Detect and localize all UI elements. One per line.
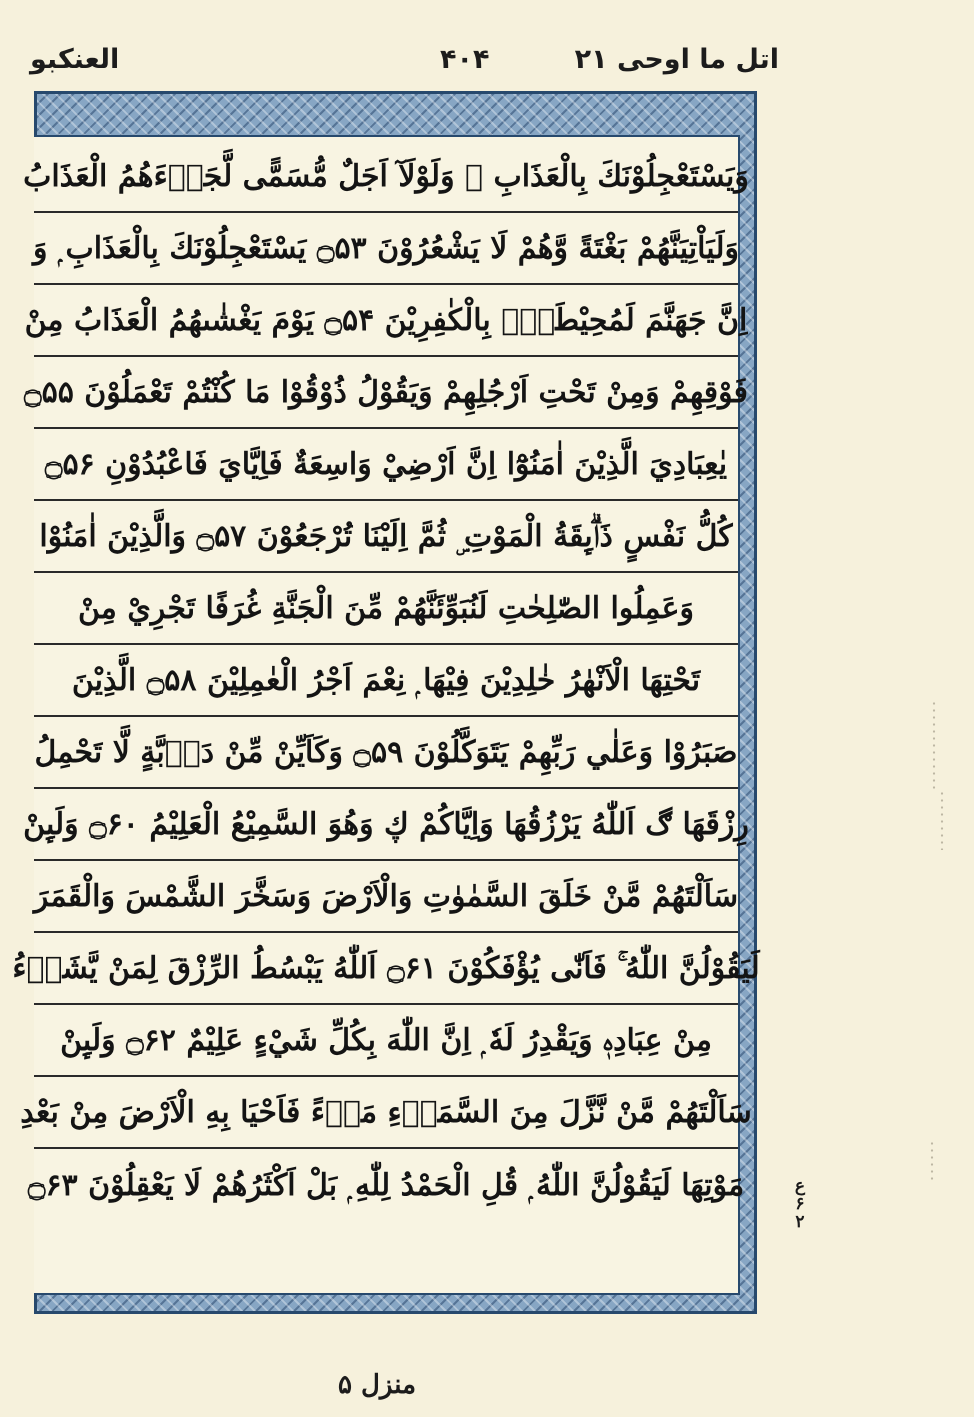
text-line: مَوْتِهَا لَيَقُوْلُنَّ اللّٰهُ ۭ قُلِ الْحَمْدُ لِلّٰهِ ۭ بَلْ اَكْثَرُهُمْ لَا يَعْقِلُوْنَ ۝۶۳	[27, 1167, 745, 1203]
text-line: سَاَلْتَهُمْ مَّنْ خَلَقَ السَّمٰوٰتِ وَالْاَرْضَ وَسَخَّرَ الشَّمْسَ وَالْقَمَرَ	[34, 861, 738, 933]
ruku-marker	[782, 1178, 818, 1232]
text-line: وَيَسْتَعْجِلُوْنَكَ بِالْعَذَابِ ۭ وَلَوْلَآ اَجَلٌ مُّسَمًّى لَّجَاۗءَهُمُ الْعَذَابُ	[34, 141, 738, 213]
text-area	[12, 135, 760, 1295]
text-line: وَلَيَاْتِيَنَّهُمْ بَغْتَةً وَّهُمْ لَا يَشْعُرُوْنَ ۝۵۳ يَسْتَعْجِلُوْنَكَ بِالْعَذَابِ ۭ وَ	[34, 213, 738, 285]
text-line: رِزْقَهَا ڰ اَللّٰهُ يَرْزُقُهَا وَاِيَّاكُمْ ڮ وَهُوَ السَّمِيْعُ الْعَلِيْمُ ۝۶۰ وَلَىِٕنْ	[34, 789, 738, 861]
header-right: اتل ما اوحی ۲۱	[574, 44, 779, 75]
text-line: اِنَّ جَهَنَّمَ لَمُحِيْطَةٌۢ بِالْكٰفِرِيْنَ ۝۵۴ يَوْمَ يَغْشٰىهُمُ الْعَذَابُ مِنْ	[34, 285, 738, 357]
text-line: مِنْ عِبَادِهٖ وَيَقْدِرُ لَهٗ ۭ اِنَّ اللّٰهَ بِكُلِّ شَيْءٍ عَلِيْمٌ ۝۶۲ وَلَىِٕنْ	[34, 1005, 738, 1077]
ruku-marker-number: ۶	[795, 1193, 805, 1214]
text-line: يٰعِبَادِيَ الَّذِيْنَ اٰمَنُوْٓا اِنَّ اَرْضِيْ وَاسِعَةٌ فَاِيَّايَ فَاعْبُدُوْنِ ۝۵۶	[34, 429, 738, 501]
bleed-dots	[932, 700, 936, 790]
text-line: سَاَلْتَهُمْ مَّنْ نَّزَّلَ مِنَ السَّمَاۗءِ مَاۗءً فَاَحْيَا بِهِ الْاَرْضَ مِنْ بَعْدِ	[34, 1077, 738, 1149]
page-number: ۴۰۴	[440, 44, 490, 75]
text-line: لَيَقُوْلُنَّ اللّٰهُ ۚ فَاَنّٰى يُؤْفَكُوْنَ ۝۶۱ اَللّٰهُ يَبْسُطُ الرِّزْقَ لِمَنْ يَّشَاۗءُ	[34, 933, 738, 1005]
text-line: صَبَرُوْا وَعَلٰي رَبِّهِمْ يَتَوَكَّلُوْنَ ۝۵۹ وَكَاَيِّنْ مِّنْ دَاۗبَّةٍ لَّا تَحْمِلُ	[34, 717, 738, 789]
header-left: العنکبو	[30, 44, 120, 75]
ruku-marker-letter: ع	[794, 1176, 806, 1196]
text-line: تَحْتِهَا الْاَنْهٰرُ خٰلِدِيْنَ فِيْهَا ۭ نِعْمَ اَجْرُ الْعٰمِلِيْنَ ۝۵۸ الَّذِيْنَ	[34, 645, 738, 717]
text-line: فَوْقِهِمْ وَمِنْ تَحْتِ اَرْجُلِهِمْ وَيَقُوْلُ ذُوْقُوْا مَا كُنْتُمْ تَعْمَلُوْنَ ۝۵۵	[34, 357, 738, 429]
bleed-dots	[930, 1140, 934, 1180]
bleed-dots	[940, 790, 944, 850]
text-line: كُلُّ نَفْسٍ ذَاۗىِٕقَةُ الْمَوْتِ ۣ ثُمَّ اِلَيْنَا تُرْجَعُوْنَ ۝۵۷ وَالَّذِيْنَ اٰمَنُوْا	[34, 501, 738, 573]
text-line: وَعَمِلُوا الصّٰلِحٰتِ لَنُبَوِّئَنَّهُمْ مِّنَ الْجَنَّةِ غُرَفًا تَجْرِيْ مِنْ	[34, 573, 738, 645]
manzil-footer: منزل ۵	[338, 1370, 417, 1400]
ruku-marker-number: ۲	[795, 1211, 805, 1232]
